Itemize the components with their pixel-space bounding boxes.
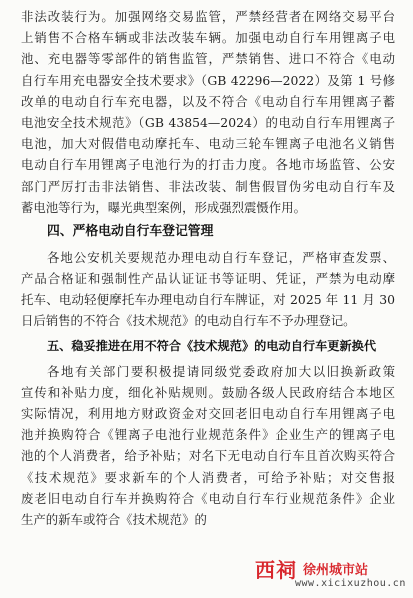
text-line: 生产的新车或符合《技术规范》的 <box>21 511 207 527</box>
text-line: 电动自行车用锂离子电池行为的打击力度。各地市场监管、公安 <box>21 157 395 173</box>
text-line: 电池，加大对假借电动摩托车、电动三轮车锂离子电池名义销售 <box>21 136 395 152</box>
watermark-brand: 西祠 <box>255 558 297 582</box>
text-line: 各地有关部门要积极提请同级党委政府加大以旧换新政策 <box>47 363 395 379</box>
text-line: 上销售不合格车辆或非法改装车辆。加强电动自行车用锂离子电 <box>21 30 395 46</box>
section-heading-replacement: 五、稳妥推进在用不符合《技术规范》的电动自行车更新换代 <box>47 338 377 353</box>
text-line: 部门严厉打击非法销售、非法改装、制售假冒伪劣电动自行车及 <box>21 178 395 194</box>
document-body <box>21 6 395 530</box>
text-line: 托车、电动轻便摩托车办理电动自行车牌证，对 2025 年 11 月 30 <box>21 292 395 308</box>
text-line: 废老旧电动自行车并换购符合《电动自行车行业规范条件》企业 <box>21 490 395 506</box>
text-line: 宣传和补贴力度，细化补贴规则。鼓励各级人民政府结合本地区 <box>21 384 395 400</box>
watermark-url: www.xicixuzhou.cn <box>295 578 406 589</box>
text-line: 产品合格证和强制性产品认证证书等证明、凭证，严禁为电动摩 <box>21 271 395 287</box>
text-line: 改单的电动自行车充电器，以及不符合《电动自行车用锂离子蓄 <box>21 93 395 109</box>
paragraph-market-supervision <box>21 6 395 218</box>
paragraph-replacement <box>21 361 395 531</box>
text-line: 实际情况，利用地方财政资金对交回老旧电动自行车用锂离子电 <box>21 406 395 421</box>
text-line: 池、充电器等零部件的销售监管，严禁销售、进口不符合《电动 <box>21 51 395 67</box>
section-heading-registration: 四、严格电动自行车登记管理 <box>47 223 214 239</box>
text-line: 池并换购符合《锂离子电池行业规范条件》企业生产的锂离子电 <box>21 427 395 443</box>
paragraph-registration <box>21 247 395 332</box>
text-line: 自行车用充电器安全技术要求》（GB 42296—2022）及第 1 号修 <box>21 72 395 88</box>
text-line: 日后销售的不符合《技术规范》的电动自行车不予办理登记。 <box>21 313 356 329</box>
text-line: 《技术规范》要求新车的个人消费者，可给予补贴；对交售报 <box>21 469 395 485</box>
watermark-city: 徐州城市站 <box>303 563 369 578</box>
text-line: 池的个人消费者，给予补贴；对名下无电动自行车且首次购买符合 <box>21 448 395 464</box>
text-line: 蓄电池等行为，曝光典型案例，形成强烈震慑作用。 <box>21 199 306 215</box>
text-line: 各地公安机关要规范办理电动自行车登记，严格审查发票、 <box>47 249 395 265</box>
text-line: 非法改装行为。加强网络交易监管，严禁经营者在网络交易平台 <box>21 9 395 24</box>
text-line: 电池安全技术规范》（GB 43854—2024）的电动自行车用锂离子 <box>21 114 395 130</box>
site-watermark <box>255 554 407 594</box>
